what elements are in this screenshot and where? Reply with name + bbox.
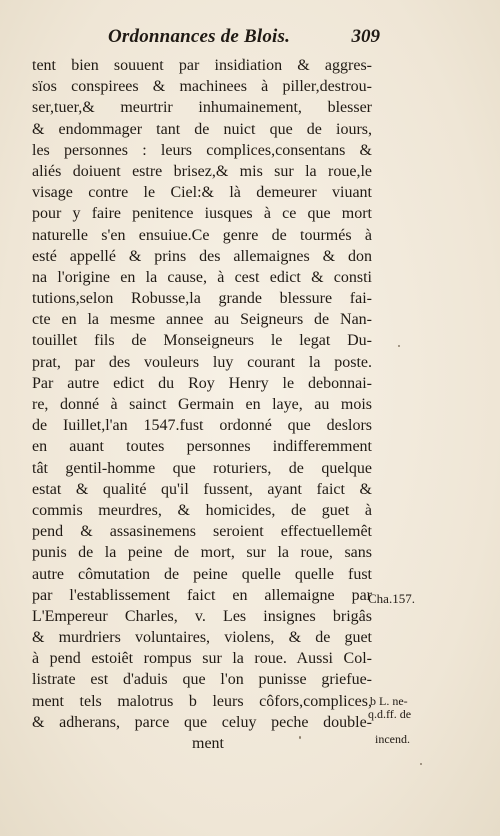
text-line: re, donné à sainct Germain en laye, au mois [32, 396, 372, 413]
text-line: na l'origine en la cause, à cest edict & consti [32, 268, 372, 286]
text-line: touillet fils de Monseigneurs le legat Du- [32, 332, 372, 350]
paper-speck [299, 736, 301, 739]
text-line: & murdriers voluntaires, violens, & de guet [32, 629, 372, 647]
paper-speck [398, 345, 400, 347]
text-line: autre cômutation de peine quelle quelle fust [32, 565, 372, 583]
text-line: aliés doiuent estre brisez,& mis sur la roue,le [32, 162, 372, 180]
text-line: par l'establissement faict en allemaigne par [32, 586, 372, 604]
margin-note-b-line1: b L. ne- [370, 694, 408, 708]
text-line: tât gentil-homme que roturiers, de quelque [32, 459, 372, 477]
text-line: ment tels malotrus b leurs côfors,complices, [32, 692, 372, 710]
text-line: & adherans, parce que celuy peche double- [32, 713, 372, 731]
margin-note-b-line3: incend. [375, 732, 410, 746]
margin-note-chapter: Cha.157. [368, 591, 415, 606]
text-line: Par autre edict du Roy Henry le debonnai- [32, 374, 372, 392]
text-line: tutions,selon Robusse,la grande blessure fai- [32, 290, 372, 308]
text-line: punis de la peine de mort, sur la roue, sans [32, 544, 372, 562]
text-line: cte en la mesme annee au Seigneurs de Nan- [32, 311, 372, 329]
text-line: commis meurdres, & homicides, de guet à [32, 501, 372, 519]
text-line: visage contre le Ciel:& là demeurer viuant [32, 184, 372, 202]
text-line: sïos conspirees & machinees à piller,destrou- [32, 78, 372, 96]
text-line: les personnes : leurs complices,consentans & [32, 141, 372, 159]
text-line: pend & assasinemens seroient effectuellemêt [32, 523, 372, 541]
text-line: à pend estoiêt rompus sur la roue. Aussi Col- [32, 650, 372, 668]
body-text [32, 55, 372, 754]
running-title: Ordonnances de Blois. [108, 26, 291, 47]
text-line: estat & qualité qu'il fussent, ayant faict & [32, 480, 372, 498]
text-line: de Iuillet,l'an 1547.fust ordonné que deslors [32, 417, 372, 435]
text-line: prat, par des vouleurs luy courant la poste. [32, 353, 372, 371]
text-line: pour y faire penitence iusques à ce que mort [32, 205, 372, 223]
text-line: en auant toutes personnes indifferemment [32, 438, 372, 456]
page-header [108, 26, 380, 52]
text-line-last: ment [192, 735, 224, 752]
paper-speck [420, 763, 422, 765]
margin-note-b-line2: q.d.ff. de [368, 707, 412, 721]
text-line: & endommager tant de nuict que de iours, [32, 120, 372, 138]
text-line: tent bien souuent par insidiation & aggres- [32, 57, 372, 74]
text-line: L'Empereur Charles, v. Les insignes brigâs [32, 607, 372, 625]
text-line: ser,tuer,& meurtrir inhumainement, blesser [32, 99, 372, 117]
text-line: listrate est d'aduis que l'on punisse griefue- [32, 671, 372, 689]
text-line: esté appellé & prins des allemaignes & don [32, 247, 372, 265]
page-number: 309 [351, 26, 380, 47]
text-line: naturelle s'en ensuiue.Ce genre de tourmés à [32, 226, 372, 244]
